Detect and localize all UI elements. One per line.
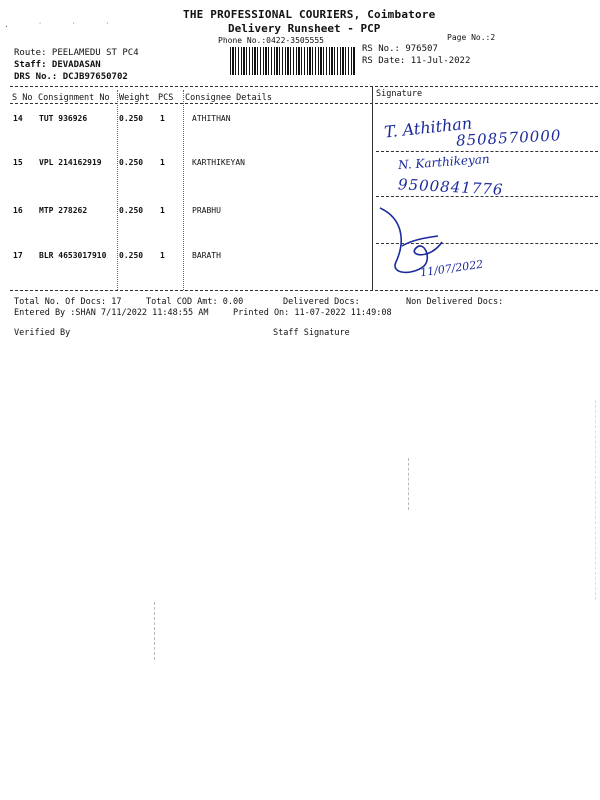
handwritten-signature-1-name: T. Athithan (383, 113, 473, 142)
col-header-signature: Signature (376, 89, 423, 99)
table-row-weight: 0.250 (119, 158, 144, 167)
scan-artifact-line (154, 602, 155, 660)
entered-by: Entered By :SHAN 7/11/2022 11:48:55 AM (14, 308, 209, 318)
table-row-pcs: 1 (160, 206, 165, 215)
staff-signature: Staff Signature (273, 328, 350, 338)
table-row-consignment: BLR 4653017910 (39, 251, 107, 260)
phone-number: Phone No.:0422-3505555 (218, 36, 324, 45)
col-header-sno: S No (12, 93, 33, 103)
table-row-consignment: MTP 278262 (39, 206, 88, 215)
staff-label: Staff: DEVADASAN (14, 60, 101, 70)
table-row-sno: 16 (13, 206, 23, 215)
table-row-weight: 0.250 (119, 251, 144, 260)
route-label: Route: PEELAMEDU ST PC4 (14, 48, 139, 58)
barcode (230, 47, 355, 75)
non-delivered-docs: Non Delivered Docs: (406, 297, 504, 307)
table-row-sno: 15 (13, 158, 23, 167)
scan-artifact-line (595, 400, 596, 600)
table-row-sno: 14 (13, 114, 23, 123)
scan-artifact-dots: · ˙ ˙ ˙ (4, 22, 122, 31)
total-cod-amount: Total COD Amt: 0.00 (146, 297, 244, 307)
table-row-sno: 17 (13, 251, 23, 260)
col-header-consignee: Consignee Details (185, 93, 272, 103)
delivered-docs: Delivered Docs: (283, 297, 360, 307)
document-title: Delivery Runsheet - PCP (228, 22, 381, 35)
printed-on: Printed On: 11-07-2022 11:49:08 (233, 308, 392, 318)
handwritten-signature-1-phone: 8508570000 (455, 126, 562, 150)
table-row-weight: 0.250 (119, 114, 144, 123)
handwritten-signature-2-phone: 9500841776 (397, 175, 504, 199)
table-row-consignee: PRABHU (192, 206, 221, 215)
rs-date: RS Date: 11-Jul-2022 (362, 56, 471, 66)
table-row-consignee: BARATH (192, 251, 221, 260)
table-row-pcs: 1 (160, 114, 165, 123)
col-header-pcs: PCS (158, 93, 174, 103)
table-row-weight: 0.250 (119, 206, 144, 215)
drs-number: DRS No.: DCJB97650702 (14, 72, 128, 82)
table-row-consignee: KARTHIKEYAN (192, 158, 245, 167)
header-bottom-rule (10, 103, 598, 104)
weight-column-divider (117, 90, 118, 290)
col-header-weight: Weight (119, 93, 150, 103)
col-header-consignment: Consignment No (38, 93, 110, 103)
table-row-consignment: TUT 936926 (39, 114, 88, 123)
table-bottom-rule (10, 290, 598, 291)
consignee-column-divider (183, 90, 184, 290)
company-name: THE PROFESSIONAL COURIERS, Coimbatore (183, 8, 436, 21)
rs-number: RS No.: 976507 (362, 44, 438, 54)
table-row-pcs: 1 (160, 251, 165, 260)
scan-artifact-line (408, 458, 409, 510)
total-docs: Total No. Of Docs: 17 (14, 297, 122, 307)
page-number: Page No.:2 (447, 33, 496, 42)
table-row-pcs: 1 (160, 158, 165, 167)
table-top-rule (10, 86, 598, 87)
handwritten-signature-2-name: N. Karthikeyan (397, 151, 491, 173)
table-row-consignee: ATHITHAN (192, 114, 231, 123)
handwritten-signature-4-date: 11/07/2022 (419, 257, 485, 280)
table-row-consignment: VPL 214162919 (39, 158, 102, 167)
verified-by: Verified By (14, 328, 71, 338)
